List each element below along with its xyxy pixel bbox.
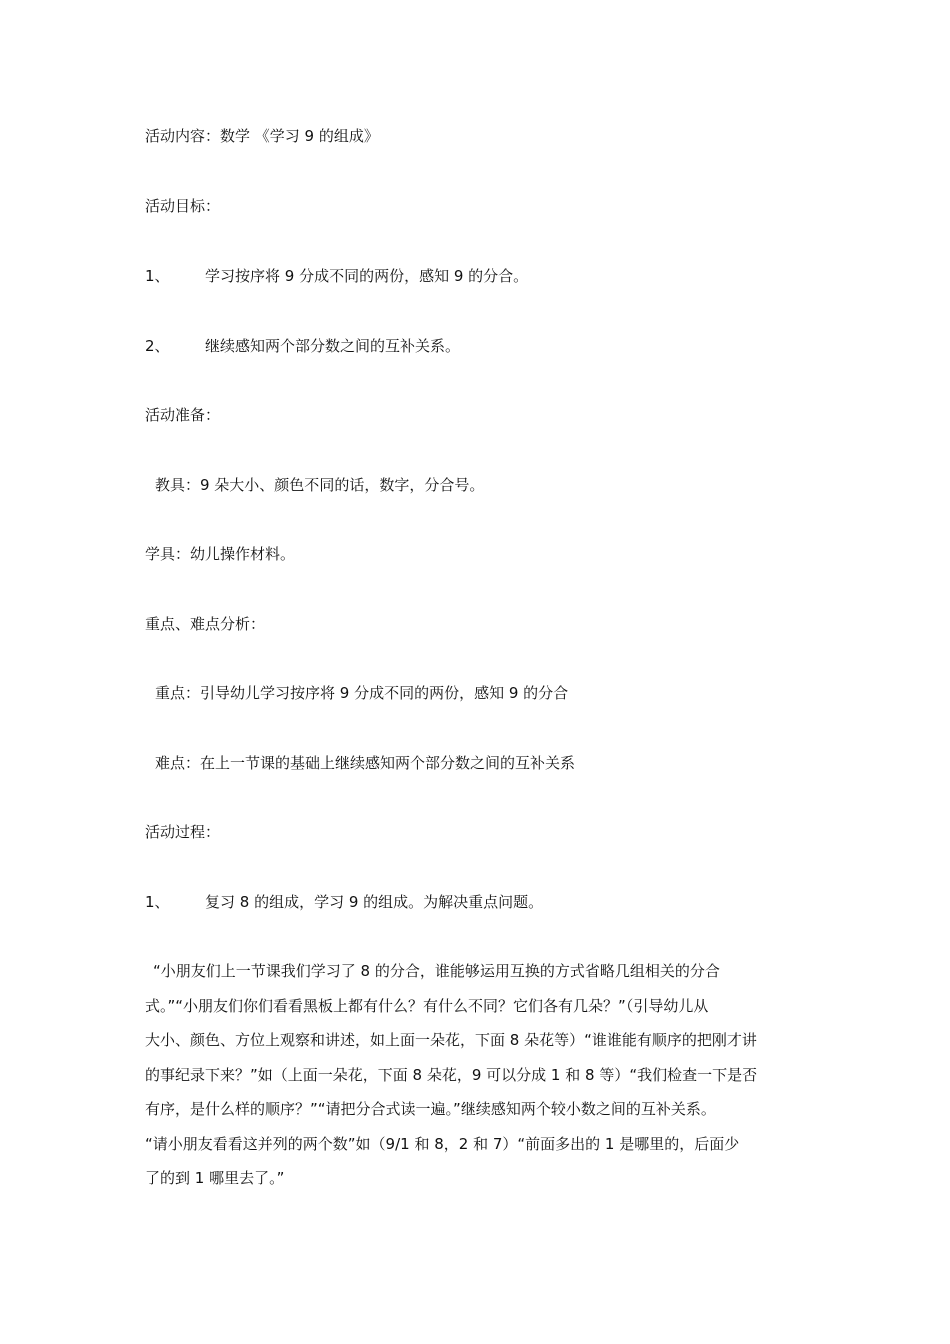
- paragraph-line: 有序，是什么样的顺序？”“请把分合式读一遍。”继续感知两个较小数之间的互补关系。: [145, 1100, 716, 1118]
- process-paragraph: [145, 954, 810, 1196]
- prep-heading: 活动准备：: [145, 406, 221, 424]
- goal-item-2: [145, 336, 460, 356]
- paragraph-line: 大小、颜色、方位上观察和讲述，如上面一朵花，下面 8 朵花等）“谁谁能有顺序的把刚才讲: [145, 1031, 757, 1049]
- goals-heading: 活动目标：: [145, 197, 221, 215]
- learning-tools: 学具：幼儿操作材料。: [145, 545, 296, 563]
- difficult-point: 难点：在上一节课的基础上继续感知两个部分数之间的互补关系: [155, 754, 576, 772]
- analysis-heading: 重点、难点分析：: [145, 615, 266, 633]
- teaching-tools: 教具：9 朵大小、颜色不同的话，数字，分合号。: [155, 476, 485, 494]
- paragraph-line: 了的到 1 哪里去了。”: [145, 1169, 285, 1187]
- process-step-1: [145, 892, 543, 912]
- activity-content: 活动内容：数学 《学习 9 的组成》: [145, 127, 379, 145]
- goal-text: 学习按序将 9 分成不同的两份，感知 9 的分合。: [205, 267, 529, 285]
- goal-text: 继续感知两个部分数之间的互补关系。: [205, 337, 461, 355]
- process-heading: 活动过程：: [145, 823, 221, 841]
- step-number: 1、: [145, 893, 170, 911]
- paragraph-line: 式。”“小朋友们你们看看黑板上都有什么？有什么不同？它们各有几朵？”（引导幼儿从: [145, 996, 709, 1015]
- paragraph-line: 的事纪录下来？”如（上面一朵花，下面 8 朵花，9 可以分成 1 和 8 等）“我们检查一下是否: [145, 1065, 758, 1084]
- goal-item-1: [145, 266, 528, 286]
- step-text: 复习 8 的组成，学习 9 的组成。为解决重点问题。: [205, 893, 544, 911]
- key-point: 重点：引导幼儿学习按序将 9 分成不同的两份，感知 9 的分合: [155, 684, 569, 702]
- goal-number: 2、: [145, 337, 170, 355]
- goal-number: 1、: [145, 267, 170, 285]
- paragraph-line: “请小朋友看看这并列的两个数”如（9/1 和 8，2 和 7）“前面多出的 1 是哪里的，后面少: [145, 1134, 740, 1153]
- paragraph-line: “小朋友们上一节课我们学习了 8 的分合，谁能够运用互换的方式省略几组相关的分合: [153, 962, 720, 980]
